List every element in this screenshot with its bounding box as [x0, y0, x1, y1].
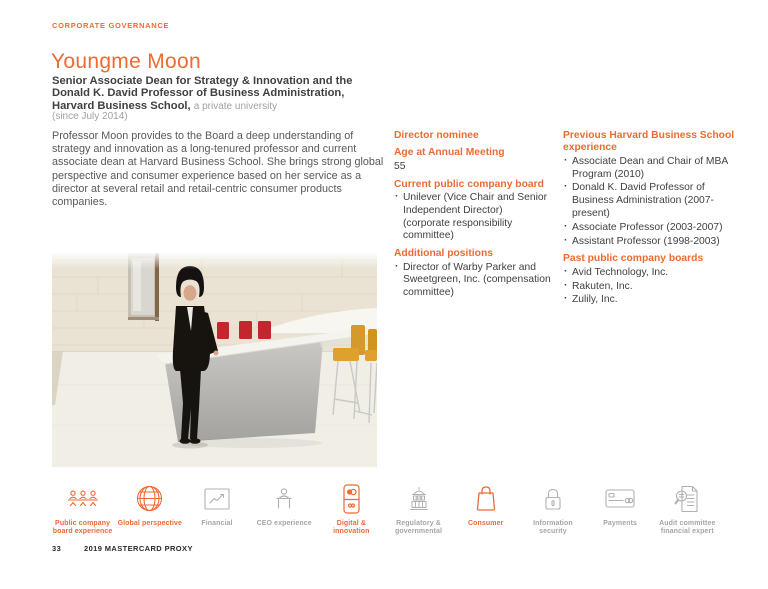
- section-eyebrow: CORPORATE GOVERNANCE: [52, 21, 170, 30]
- chart-icon: [183, 483, 250, 514]
- current-board-item: · Unilever (Vice Chair and Senior Independent Director) (corporate responsibility committee): [394, 192, 551, 243]
- skill-label: Financial: [201, 520, 233, 527]
- director-photo: [52, 253, 377, 467]
- skill-regulatory-governmental: [385, 483, 452, 536]
- page-number: 33: [52, 544, 62, 553]
- past-boards-item: · Avid Technology, Inc.: [563, 267, 735, 280]
- skills-strip: [49, 483, 721, 536]
- skill-payments: [587, 483, 654, 536]
- skill-digital-innovation: [318, 483, 385, 536]
- hbs-experience-item: · Assistant Professor (1998-2003): [563, 236, 735, 249]
- past-boards-item: · Rakuten, Inc.: [563, 281, 735, 294]
- ceo-podium-icon: [251, 483, 318, 514]
- title-line-2: Donald K. David Professor of Business Administration,: [52, 87, 345, 100]
- current-board-heading: Current public company board: [394, 178, 544, 190]
- photo-illustration: [52, 253, 377, 467]
- additional-positions-item: · Director of Warby Parker and Sweetgreen, Inc. (compensation committee): [394, 262, 551, 300]
- director-name: Youngme Moon: [51, 50, 201, 73]
- hbs-experience-item: · Donald K. David Professor of Business Administration (2007-present): [563, 182, 735, 220]
- skill-information-security: [519, 483, 586, 536]
- hbs-experience-item: · Associate Professor (2003-2007): [563, 222, 735, 235]
- skill-financial: [183, 483, 250, 536]
- age-heading: Age at Annual Meeting: [394, 147, 505, 159]
- details-column-1: [394, 130, 551, 301]
- skill-label: Consumer: [468, 520, 504, 527]
- document-title: 2019 MASTERCARD PROXY: [84, 544, 193, 553]
- credit-card-icon: [587, 483, 654, 514]
- skill-label: Digital & innovation: [333, 520, 370, 536]
- magnifier-document-icon: [654, 483, 721, 514]
- lock-icon: [519, 483, 586, 514]
- past-boards-heading: Past public company boards: [563, 253, 704, 265]
- skill-consumer: [452, 483, 519, 536]
- title-line-3-light: a private university: [193, 100, 278, 112]
- skill-label: Regulatory & governmental: [394, 520, 443, 536]
- skill-label: CEO experience: [256, 520, 312, 527]
- shopping-bag-icon: [452, 483, 519, 514]
- title-line-1: Senior Associate Dean for Strategy & Innovation and the: [52, 75, 353, 87]
- skill-label: Information security: [533, 520, 573, 536]
- details-column-2: [563, 130, 735, 308]
- phone-icon: [318, 483, 385, 514]
- skill-public-company-board-experience: [49, 483, 116, 536]
- skill-label: Payments: [603, 520, 638, 527]
- board-icon: [49, 483, 116, 514]
- hbs-experience-item: · Associate Dean and Chair of MBA Program (2010): [563, 156, 735, 182]
- skill-label: Audit committee financial expert: [659, 520, 716, 536]
- skill-global-perspective: [116, 483, 183, 536]
- title-line-3-bold: Harvard Business School,: [52, 99, 191, 112]
- hbs-experience-heading: Previous Harvard Business School experience: [563, 130, 735, 154]
- globe-icon: [116, 483, 183, 514]
- skill-label: Public company board experience: [52, 520, 113, 536]
- tenure-since: (since July 2014): [52, 111, 128, 122]
- skill-audit-committee-financial-expert: [654, 483, 721, 536]
- director-nominee-label: Director nominee: [394, 130, 479, 141]
- additional-positions-heading: Additional positions: [394, 248, 493, 260]
- skill-ceo-experience: [251, 483, 318, 536]
- bio-paragraph: Professor Moon provides to the Board a deep understanding of strategy and innovation as a long-tenured professor and current associate dean at Harvard Business School. She brings strong global perspective and consumer experience based on her service as a director at several retail and retail-centric consumer products companies.: [52, 130, 384, 209]
- government-building-icon: [385, 483, 452, 514]
- director-title: [52, 75, 352, 113]
- skill-label: Global perspective: [117, 520, 182, 527]
- past-boards-item: · Zulily, Inc.: [563, 294, 735, 307]
- age-value: 55: [394, 160, 406, 172]
